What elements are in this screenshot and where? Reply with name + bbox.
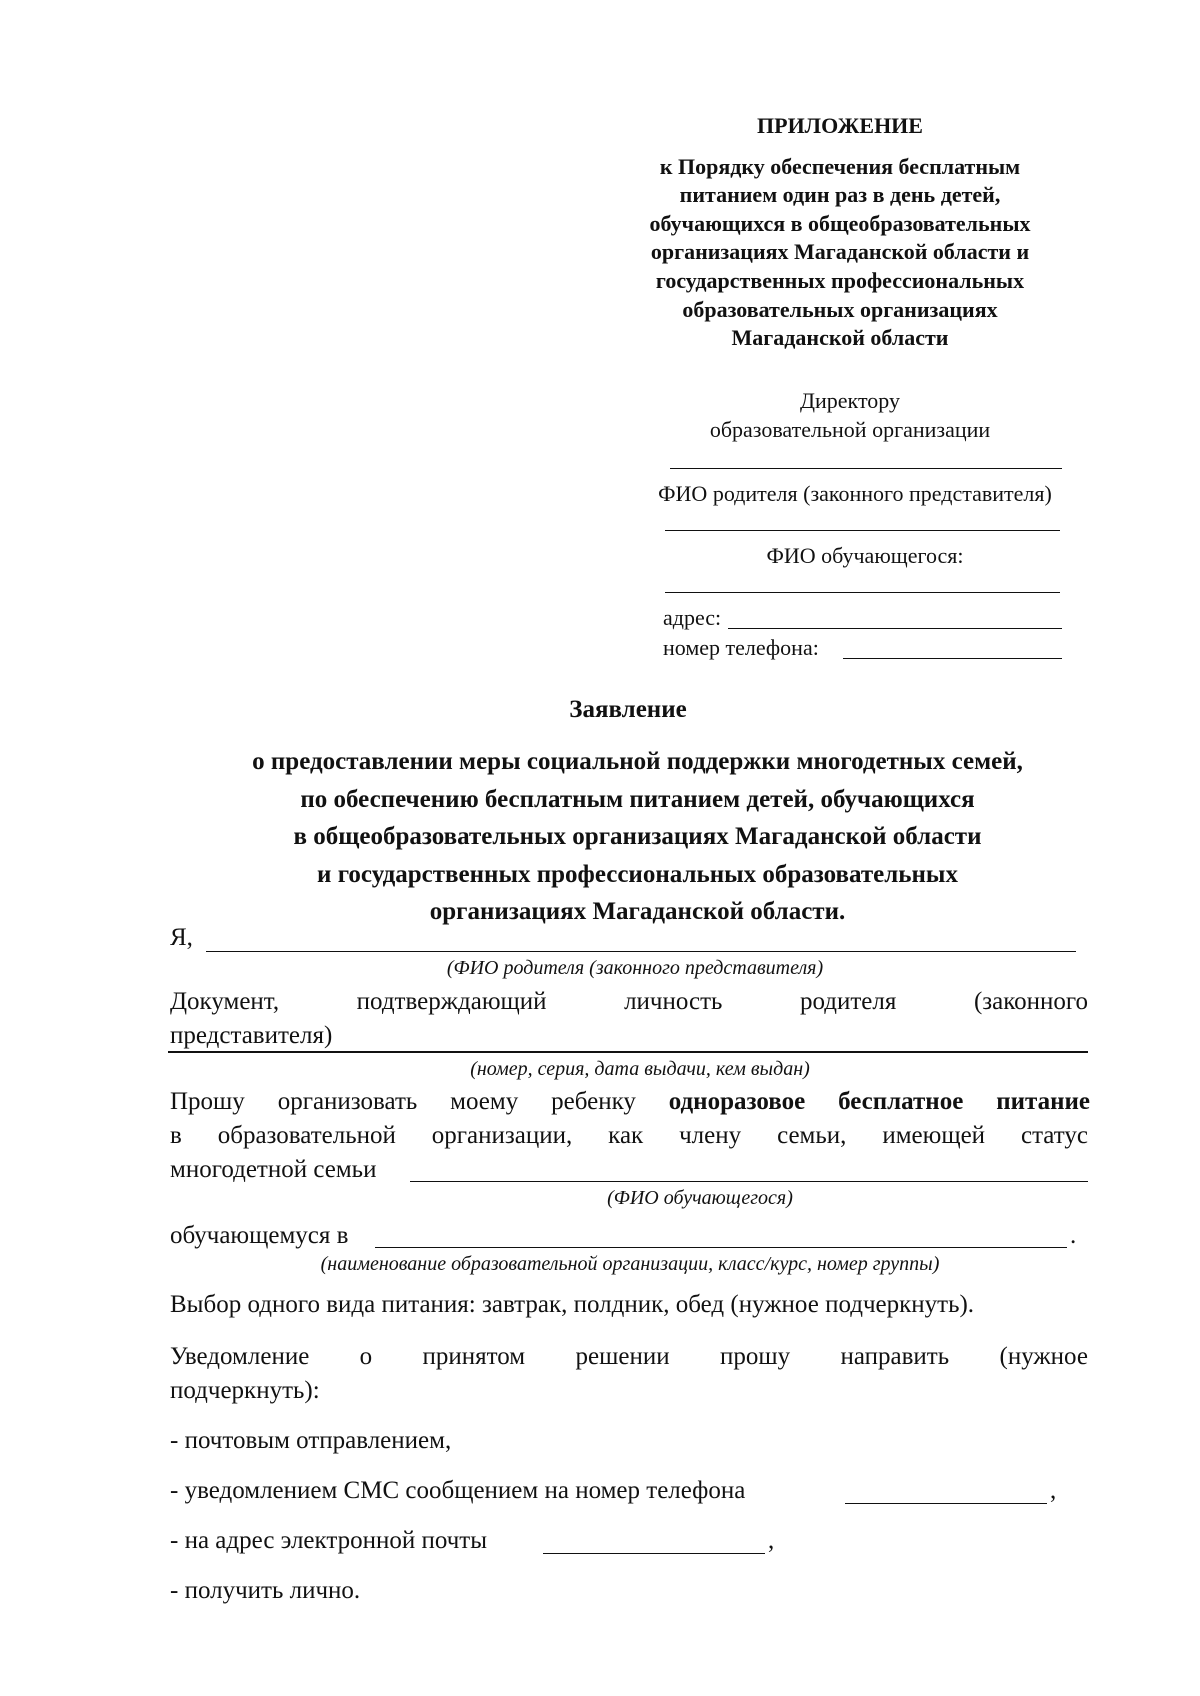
notify-word: решении bbox=[575, 1343, 670, 1370]
addressee-blank-line[interactable] bbox=[670, 468, 1062, 469]
email-line[interactable] bbox=[543, 1553, 765, 1554]
notify-word: принятом bbox=[422, 1343, 526, 1370]
request-bold-text: одноразовое бесплатное питание bbox=[668, 1088, 1090, 1115]
option-sms: - уведомлением СМС сообщением на номер телефона bbox=[170, 1477, 746, 1504]
statement-title: Заявление bbox=[569, 696, 687, 723]
subtitle-line: организациях Магаданской области. bbox=[429, 898, 846, 925]
request-line-1 bbox=[170, 1085, 1090, 1119]
meal-choice-text: Выбор одного вида питания: завтрак, полдник, обед (нужное подчеркнуть). bbox=[170, 1291, 975, 1318]
request-line-2 bbox=[170, 1119, 1088, 1153]
request-word: статус bbox=[1020, 1122, 1088, 1149]
notify-line-1 bbox=[170, 1340, 1088, 1374]
appendix-line: Магаданской области bbox=[731, 325, 949, 351]
organization-line[interactable] bbox=[375, 1247, 1067, 1248]
document-line-2: представителя) bbox=[170, 1022, 333, 1049]
studying-label: обучающемуся в bbox=[170, 1222, 349, 1249]
parent-fullname-hint: (ФИО родителя (законного представителя) bbox=[446, 957, 824, 979]
phone-line[interactable] bbox=[843, 658, 1062, 659]
addressee-organization: образовательной организации bbox=[709, 417, 991, 442]
student-fullname-hint: (ФИО обучающегося) bbox=[607, 1187, 793, 1209]
appendix-line: организациях Магаданской области и bbox=[650, 239, 1030, 265]
option-sms-end: , bbox=[1050, 1477, 1057, 1504]
student-name-line[interactable] bbox=[665, 592, 1060, 593]
option-email: - на адрес электронной почты bbox=[170, 1527, 487, 1554]
statement-subtitle bbox=[160, 743, 1115, 931]
sms-phone-line[interactable] bbox=[845, 1503, 1047, 1504]
appendix-line: питанием один раз в день детей, bbox=[679, 182, 1001, 208]
parent-name-line[interactable] bbox=[665, 530, 1060, 531]
phone-label: номер телефона: bbox=[663, 635, 819, 660]
document-details-line[interactable] bbox=[168, 1051, 1088, 1053]
subtitle-line: и государственных профессиональных образовательных bbox=[317, 860, 958, 888]
student-name-label: ФИО обучающегося: bbox=[766, 543, 964, 568]
option-personal: - получить лично. bbox=[170, 1577, 361, 1604]
appendix-line: обучающихся в общеобразовательных bbox=[649, 210, 1031, 236]
parent-fullname-line[interactable] bbox=[206, 951, 1076, 952]
notify-line-2: подчеркнуть): bbox=[170, 1377, 320, 1404]
notify-word: о bbox=[359, 1343, 373, 1370]
document-word: Документ, bbox=[170, 988, 280, 1015]
addressee-director: Директору bbox=[800, 388, 900, 413]
appendix-line: государственных профессиональных bbox=[655, 267, 1025, 293]
i-label: Я, bbox=[170, 924, 193, 951]
request-word: семьи, bbox=[777, 1122, 847, 1149]
option-mail: - почтовым отправлением, bbox=[170, 1427, 452, 1454]
student-fullname-line[interactable] bbox=[410, 1181, 1088, 1182]
request-line-3: многодетной семьи bbox=[170, 1156, 377, 1183]
document-details-hint: (номер, серия, дата выдачи, кем выдан) bbox=[470, 1058, 810, 1080]
appendix-title: ПРИЛОЖЕНИЕ bbox=[757, 113, 923, 138]
address-label: адрес: bbox=[663, 605, 722, 630]
parent-name-label: ФИО родителя (законного представителя) bbox=[658, 481, 1052, 506]
document-word: родителя bbox=[800, 988, 897, 1015]
notify-word: (нужное bbox=[999, 1343, 1088, 1370]
studying-end: . bbox=[1070, 1222, 1077, 1249]
address-line[interactable] bbox=[728, 628, 1062, 629]
request-word: как bbox=[608, 1122, 644, 1149]
request-text: Прошу организовать моему ребенку bbox=[170, 1088, 669, 1115]
notify-word: Уведомление bbox=[170, 1343, 310, 1370]
appendix-line: образовательных организациях bbox=[682, 296, 998, 322]
request-word: члену bbox=[679, 1122, 742, 1149]
appendix-block bbox=[600, 112, 1080, 353]
organization-hint: (наименование образовательной организации, класс/курс, номер группы) bbox=[320, 1253, 940, 1275]
appendix-line: к Порядку обеспечения бесплатным bbox=[659, 153, 1021, 179]
request-word: образовательной bbox=[217, 1122, 396, 1149]
document-line-1 bbox=[170, 985, 1088, 1019]
addressee-block bbox=[620, 386, 1080, 444]
subtitle-line: в общеобразовательных организациях Магаданской области bbox=[293, 823, 982, 850]
notify-word: прошу bbox=[719, 1343, 791, 1370]
request-word: в bbox=[170, 1122, 182, 1149]
subtitle-line: о предоставлении меры социальной поддержки многодетных семей, bbox=[252, 748, 1023, 775]
subtitle-line: по обеспечению бесплатным питанием детей, обучающихся bbox=[300, 785, 975, 813]
document-word: подтверждающий bbox=[356, 988, 547, 1015]
document-word: личность bbox=[624, 988, 723, 1015]
option-email-end: , bbox=[768, 1527, 775, 1554]
request-word: организации, bbox=[431, 1122, 573, 1149]
request-word: имеющей bbox=[882, 1122, 986, 1149]
document-word: (законного bbox=[973, 988, 1088, 1015]
notify-word: направить bbox=[840, 1343, 950, 1370]
